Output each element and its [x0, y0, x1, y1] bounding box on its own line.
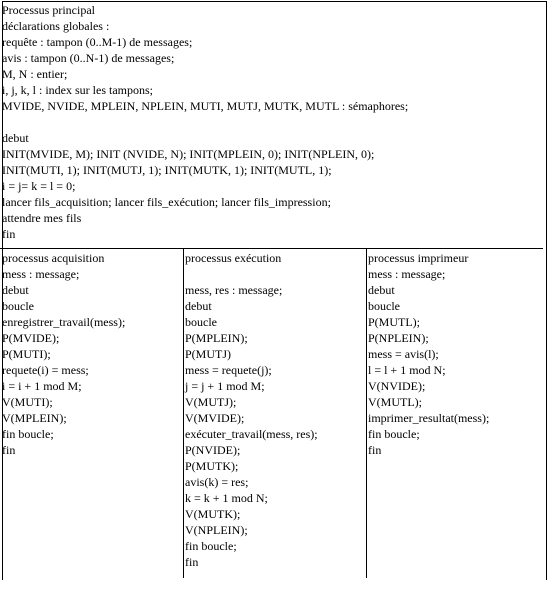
column-divider-2: [366, 248, 367, 578]
execution-line: V(NPLEIN);: [185, 523, 248, 537]
imprimeur-line: boucle: [368, 299, 400, 313]
main-process-line: INIT(MUTI, 1); INIT(MUTJ, 1); INIT(MUTK, 1); INIT(MUTL, 1);: [2, 163, 332, 177]
imprimeur-line: mess : message;: [368, 267, 446, 281]
acquisition-line: mess : message;: [2, 267, 80, 281]
acquisition-line: debut: [2, 283, 29, 297]
imprimeur-line: l = l + 1 mod N;: [368, 363, 446, 377]
execution-line: V(MUTJ);: [185, 395, 237, 409]
imprimeur-line: processus imprimeur: [368, 251, 469, 265]
imprimeur-line: P(NPLEIN);: [368, 331, 429, 345]
section-divider: [0, 248, 543, 249]
execution-line: P(MUTJ): [185, 347, 232, 361]
execution-line: fin: [185, 555, 199, 569]
main-process-section: [2, 2, 542, 248]
acquisition-line: P(MUTI);: [2, 347, 51, 361]
main-process-line: attendre mes fils: [2, 211, 82, 225]
main-process-line: avis : tampon (0..N-1) de messages;: [2, 51, 175, 65]
main-process-line: M, N : entier;: [2, 67, 68, 81]
execution-line: V(MVIDE);: [185, 411, 245, 425]
main-process-line: debut: [2, 131, 29, 145]
main-process-line: lancer fils_acquisition; lancer fils_exécution; lancer fils_impression;: [2, 195, 331, 209]
execution-line: P(MUTK);: [185, 459, 239, 473]
execution-line: k = k + 1 mod N;: [185, 491, 268, 505]
main-process-line: INIT(MVIDE, M); INIT (NVIDE, N); INIT(MPLEIN, 0); INIT(NPLEIN, 0);: [2, 147, 375, 161]
imprimeur-line: debut: [368, 283, 395, 297]
main-process-line: Processus principal: [2, 3, 95, 17]
main-process-line: MVIDE, NVIDE, MPLEIN, NPLEIN, MUTI, MUTJ, MUTK, MUTL : sémaphores;: [2, 99, 409, 113]
execution-line: V(MUTK);: [185, 507, 241, 521]
imprimeur-line: fin boucle;: [368, 427, 420, 441]
execution-line: debut: [185, 299, 212, 313]
execution-line: processus exécution: [185, 251, 282, 265]
imprimeur-line: fin: [368, 443, 382, 457]
execution-column: [185, 250, 365, 578]
acquisition-line: P(MVIDE);: [2, 331, 60, 345]
execution-line: mess = requete(j);: [185, 363, 272, 377]
execution-line: j = j + 1 mod M;: [185, 379, 265, 393]
acquisition-line: i = i + 1 mod M;: [2, 379, 82, 393]
acquisition-line: fin: [2, 443, 16, 457]
imprimeur-line: imprimer_resultat(mess);: [368, 411, 490, 425]
imprimeur-column: [368, 250, 542, 578]
execution-line: boucle: [185, 315, 217, 329]
acquisition-line: processus acquisition: [2, 251, 105, 265]
imprimeur-line: P(MUTL);: [368, 315, 420, 329]
main-process-line: requête : tampon (0..M-1) de messages;: [2, 35, 193, 49]
main-process-line: fin: [2, 227, 16, 241]
acquisition-line: enregistrer_travail(mess);: [2, 315, 126, 329]
execution-line: exécuter_travail(mess, res);: [185, 427, 318, 441]
execution-line: avis(k) = res;: [185, 475, 249, 489]
acquisition-line: fin boucle;: [2, 427, 54, 441]
main-process-line: i = j= k = l = 0;: [2, 179, 76, 193]
execution-line: fin boucle;: [185, 539, 237, 553]
column-divider-1: [183, 248, 184, 578]
acquisition-line: boucle: [2, 299, 34, 313]
execution-line: [185, 266, 365, 282]
main-process-line: [2, 114, 542, 130]
imprimeur-line: V(NVIDE);: [368, 379, 426, 393]
acquisition-column: [2, 250, 182, 578]
imprimeur-line: mess = avis(l);: [368, 347, 439, 361]
execution-line: P(NVIDE);: [185, 443, 241, 457]
execution-line: mess, res : message;: [185, 283, 283, 297]
main-process-line: déclarations globales :: [2, 19, 110, 33]
execution-line: P(MPLEIN);: [185, 331, 248, 345]
acquisition-line: V(MPLEIN);: [2, 411, 67, 425]
acquisition-line: V(MUTI);: [2, 395, 53, 409]
main-process-line: i, j, k, l : index sur les tampons;: [2, 83, 153, 97]
acquisition-line: requete(i) = mess;: [2, 363, 89, 377]
imprimeur-line: V(MUTL);: [368, 395, 422, 409]
